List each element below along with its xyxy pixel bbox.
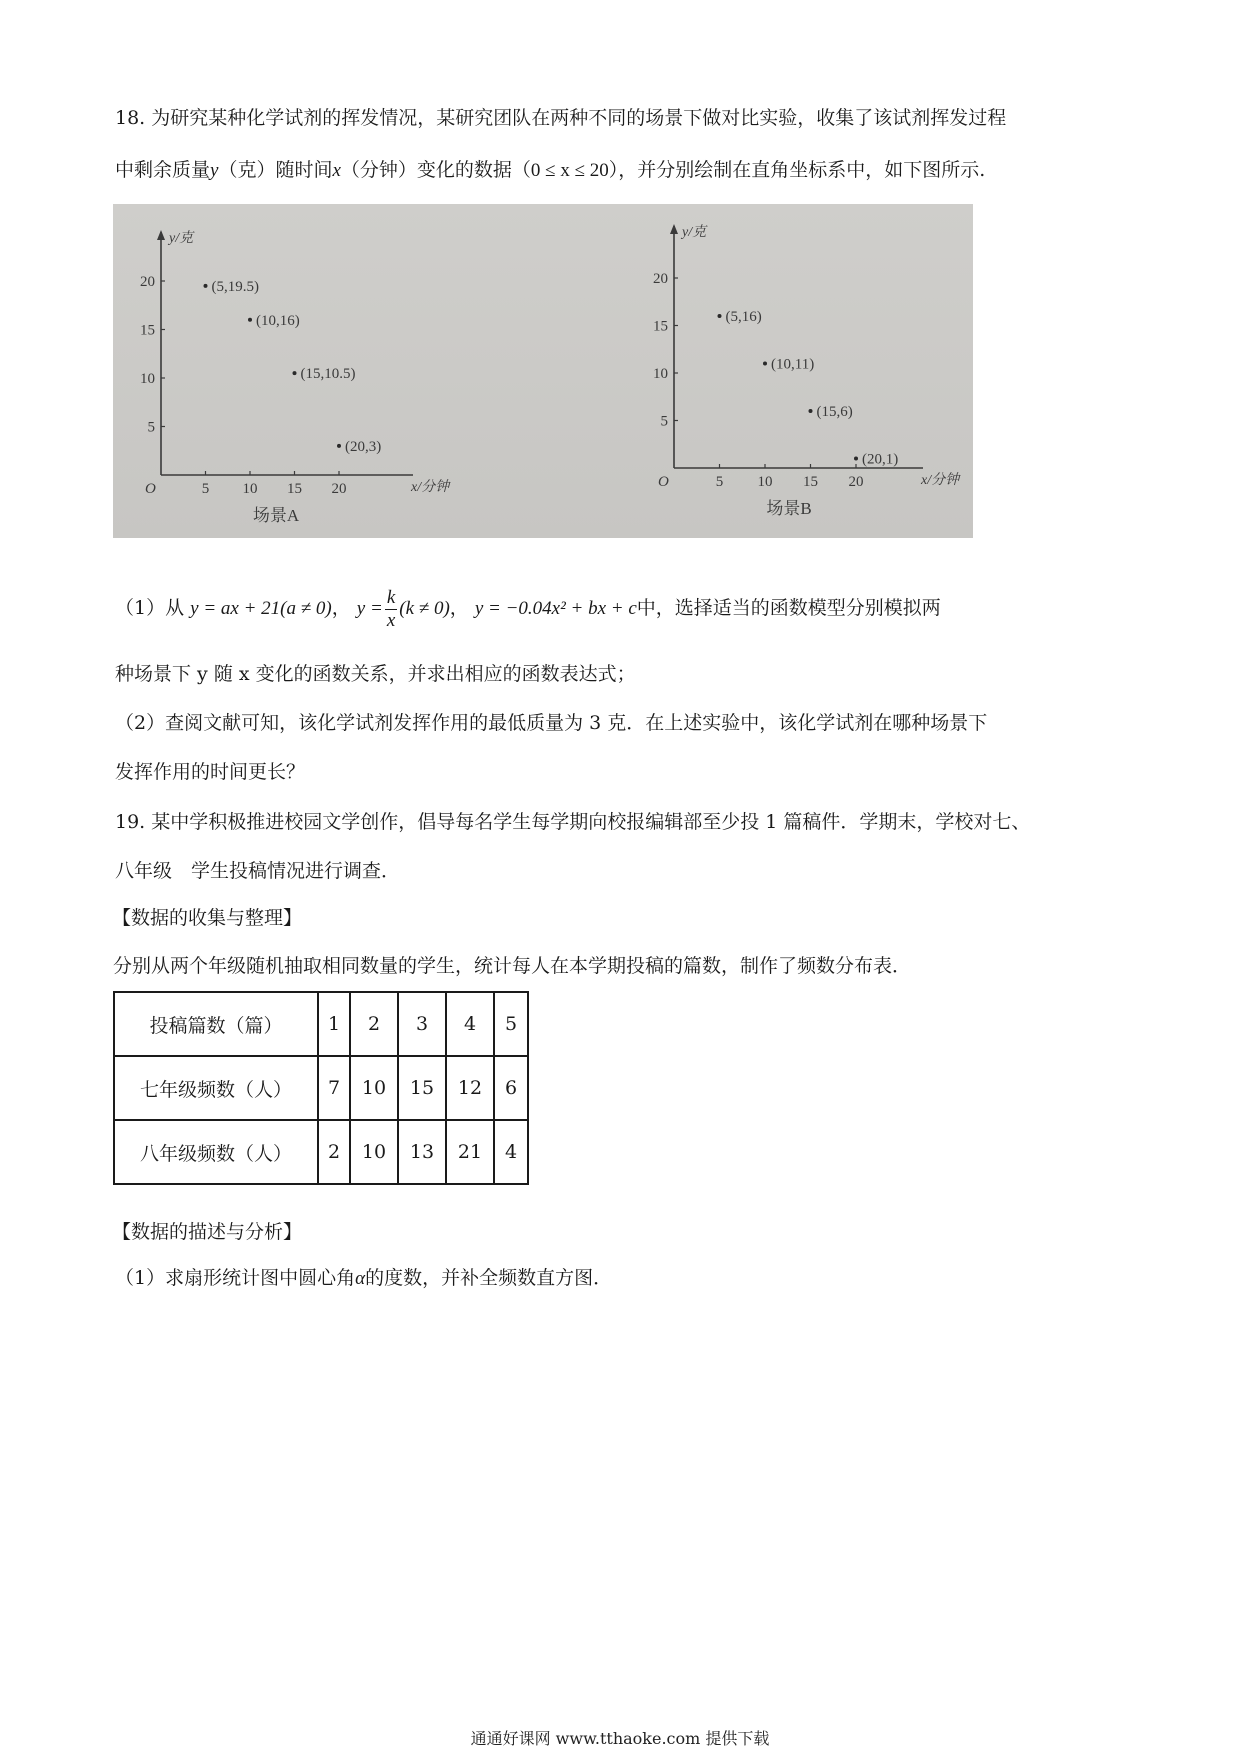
- alpha-symbol: α: [355, 1268, 366, 1289]
- x-tick-label: 5: [715, 474, 724, 490]
- x-axis-label: x/分钟: [411, 480, 450, 495]
- point-label: (10,16): [256, 312, 300, 329]
- section-heading-analysis: 【数据的描述与分析】: [112, 1221, 303, 1243]
- table-cell: 2: [318, 1120, 350, 1184]
- table-col-header: 5: [494, 992, 528, 1056]
- point-label: (20,1): [862, 451, 899, 468]
- q18-line2-b: （克）随时间: [218, 159, 333, 181]
- origin-label: O: [658, 474, 669, 490]
- x-tick-label: 15: [287, 481, 302, 497]
- q18-line1: 18. 为研究某种化学试剂的挥发情况，某研究团队在两种不同的场景下做对比实验，收集了该试剂挥发过程: [115, 107, 1007, 129]
- data-point: [337, 444, 341, 448]
- table-cell: 15: [398, 1056, 446, 1120]
- point-label: (20,3): [345, 438, 382, 455]
- sep-1: ，: [331, 597, 351, 619]
- q19-line2: 八年级 学生投稿情况进行调查．: [115, 860, 401, 882]
- q19-part1-a: （1）求扇形统计图中圆心角: [115, 1267, 356, 1289]
- point-label: (10,11): [771, 356, 815, 373]
- table-row-label: 八年级频数（人）: [114, 1120, 318, 1184]
- point-label: (5,16): [725, 309, 762, 325]
- model-inverse-cond: (k ≠ 0): [399, 598, 450, 619]
- sep-2: ，: [449, 597, 469, 619]
- frequency-table: [113, 991, 529, 1185]
- table-cell: 6: [494, 1056, 528, 1120]
- q19-part1-b: 的度数，并补全频数直方图．: [365, 1267, 613, 1289]
- var-x: x: [332, 160, 341, 181]
- y-axis-label: y/克: [682, 225, 707, 240]
- fraction-denominator: x: [386, 609, 396, 631]
- footer-watermark: 通通好课网 www.tthaoke.com 提供下载: [470, 1729, 770, 1748]
- point-label: (5,19.5): [211, 278, 259, 295]
- y-axis-arrow: [670, 224, 678, 234]
- y-tick-label: 10: [140, 371, 155, 387]
- chart-title: 场景A: [252, 506, 300, 525]
- q18-line2: [115, 156, 985, 185]
- data-point: [809, 409, 813, 413]
- q18-part1-b: 中，选择适当的函数模型分别模拟两: [636, 597, 941, 619]
- table-row: [114, 1056, 528, 1120]
- model-inverse-lhs: y =: [356, 598, 383, 619]
- data-point: [718, 314, 722, 318]
- table-cell: 12: [446, 1056, 494, 1120]
- point-label: (15,10.5): [300, 366, 356, 383]
- table-row-label: 七年级频数（人）: [114, 1056, 318, 1120]
- q18-part1-line2: 种场景下 y 随 x 变化的函数关系，并求出相应的函数表达式；: [115, 663, 636, 685]
- y-tick-label: 15: [653, 318, 668, 335]
- q18-part1-a: （1）从: [115, 597, 185, 619]
- section-heading-collection: 【数据的收集与整理】: [112, 907, 303, 929]
- origin-label: O: [145, 481, 156, 497]
- y-tick-label: 5: [660, 413, 668, 430]
- point-label: (15,6): [816, 404, 853, 420]
- x-tick-label: 5: [201, 481, 210, 497]
- q18-part2-line2: 发挥作用的时间更长？: [115, 761, 306, 783]
- x-tick-label: 10: [757, 474, 773, 490]
- x-tick-label: 20: [331, 481, 347, 497]
- table-row: [114, 1120, 528, 1184]
- q19-line1: 19. 某中学积极推进校园文学创作，倡导每名学生每学期向校报编辑部至少投 1 篇稿件．学期末，学校对七、: [115, 811, 1031, 833]
- q18-line2-d: ），并分别绘制在直角坐标系中，如下图所示.: [608, 159, 986, 181]
- data-point: [763, 362, 767, 366]
- q18-line2-a: 中剩余质量: [115, 159, 211, 181]
- table-header-cell: 投稿篇数（篇）: [114, 992, 318, 1056]
- table-cell: 4: [494, 1120, 528, 1184]
- table-cell: 13: [398, 1120, 446, 1184]
- model-quadratic: y = −0.04x² + bx + c: [474, 598, 637, 619]
- chart-title: 场景B: [766, 499, 812, 518]
- table-col-header: 3: [398, 992, 446, 1056]
- y-tick-label: 20: [653, 271, 668, 287]
- table-col-header: 4: [446, 992, 494, 1056]
- y-tick-label: 5: [147, 419, 155, 436]
- charts-svg: [113, 204, 973, 538]
- table-col-header: 1: [318, 992, 350, 1056]
- model-linear: y = ax + 21(a ≠ 0): [190, 598, 332, 619]
- table-cell: 21: [446, 1120, 494, 1184]
- x-axis-label: x/分钟: [921, 473, 960, 488]
- table-col-header: 2: [350, 992, 398, 1056]
- table-cell: 10: [350, 1120, 398, 1184]
- q19-intro: 分别从两个年级随机抽取相同数量的学生，统计每人在本学期投稿的篇数，制作了频数分布表．: [113, 955, 912, 977]
- fraction-numerator: k: [386, 586, 396, 608]
- model-inverse-fraction: [385, 587, 397, 632]
- y-tick-label: 15: [140, 322, 155, 339]
- table-row: [114, 992, 528, 1056]
- scatter-charts-photo: [113, 204, 973, 538]
- range-expression: 0 ≤ x ≤ 20: [530, 160, 609, 181]
- table-cell: 10: [350, 1056, 398, 1120]
- q18-line2-c: （分钟）变化的数据（: [340, 159, 531, 181]
- data-point: [854, 457, 858, 461]
- data-point: [248, 318, 252, 322]
- data-point: [204, 284, 208, 288]
- q19-part1: [115, 1264, 612, 1293]
- data-point: [293, 371, 297, 375]
- q18-part2-line1: （2）查阅文献可知，该化学试剂发挥作用的最低质量为 3 克．在上述实验中，该化学试剂在哪种场景下: [115, 712, 988, 734]
- table-cell: 7: [318, 1056, 350, 1120]
- x-tick-label: 10: [242, 481, 258, 497]
- var-y: y: [210, 160, 219, 181]
- y-tick-label: 10: [653, 366, 668, 382]
- y-tick-label: 20: [140, 274, 155, 290]
- y-axis-label: y/克: [169, 231, 194, 246]
- x-tick-label: 15: [803, 474, 818, 490]
- q18-part1-line1: [115, 584, 941, 633]
- x-tick-label: 20: [848, 474, 864, 490]
- y-axis-arrow: [157, 230, 165, 240]
